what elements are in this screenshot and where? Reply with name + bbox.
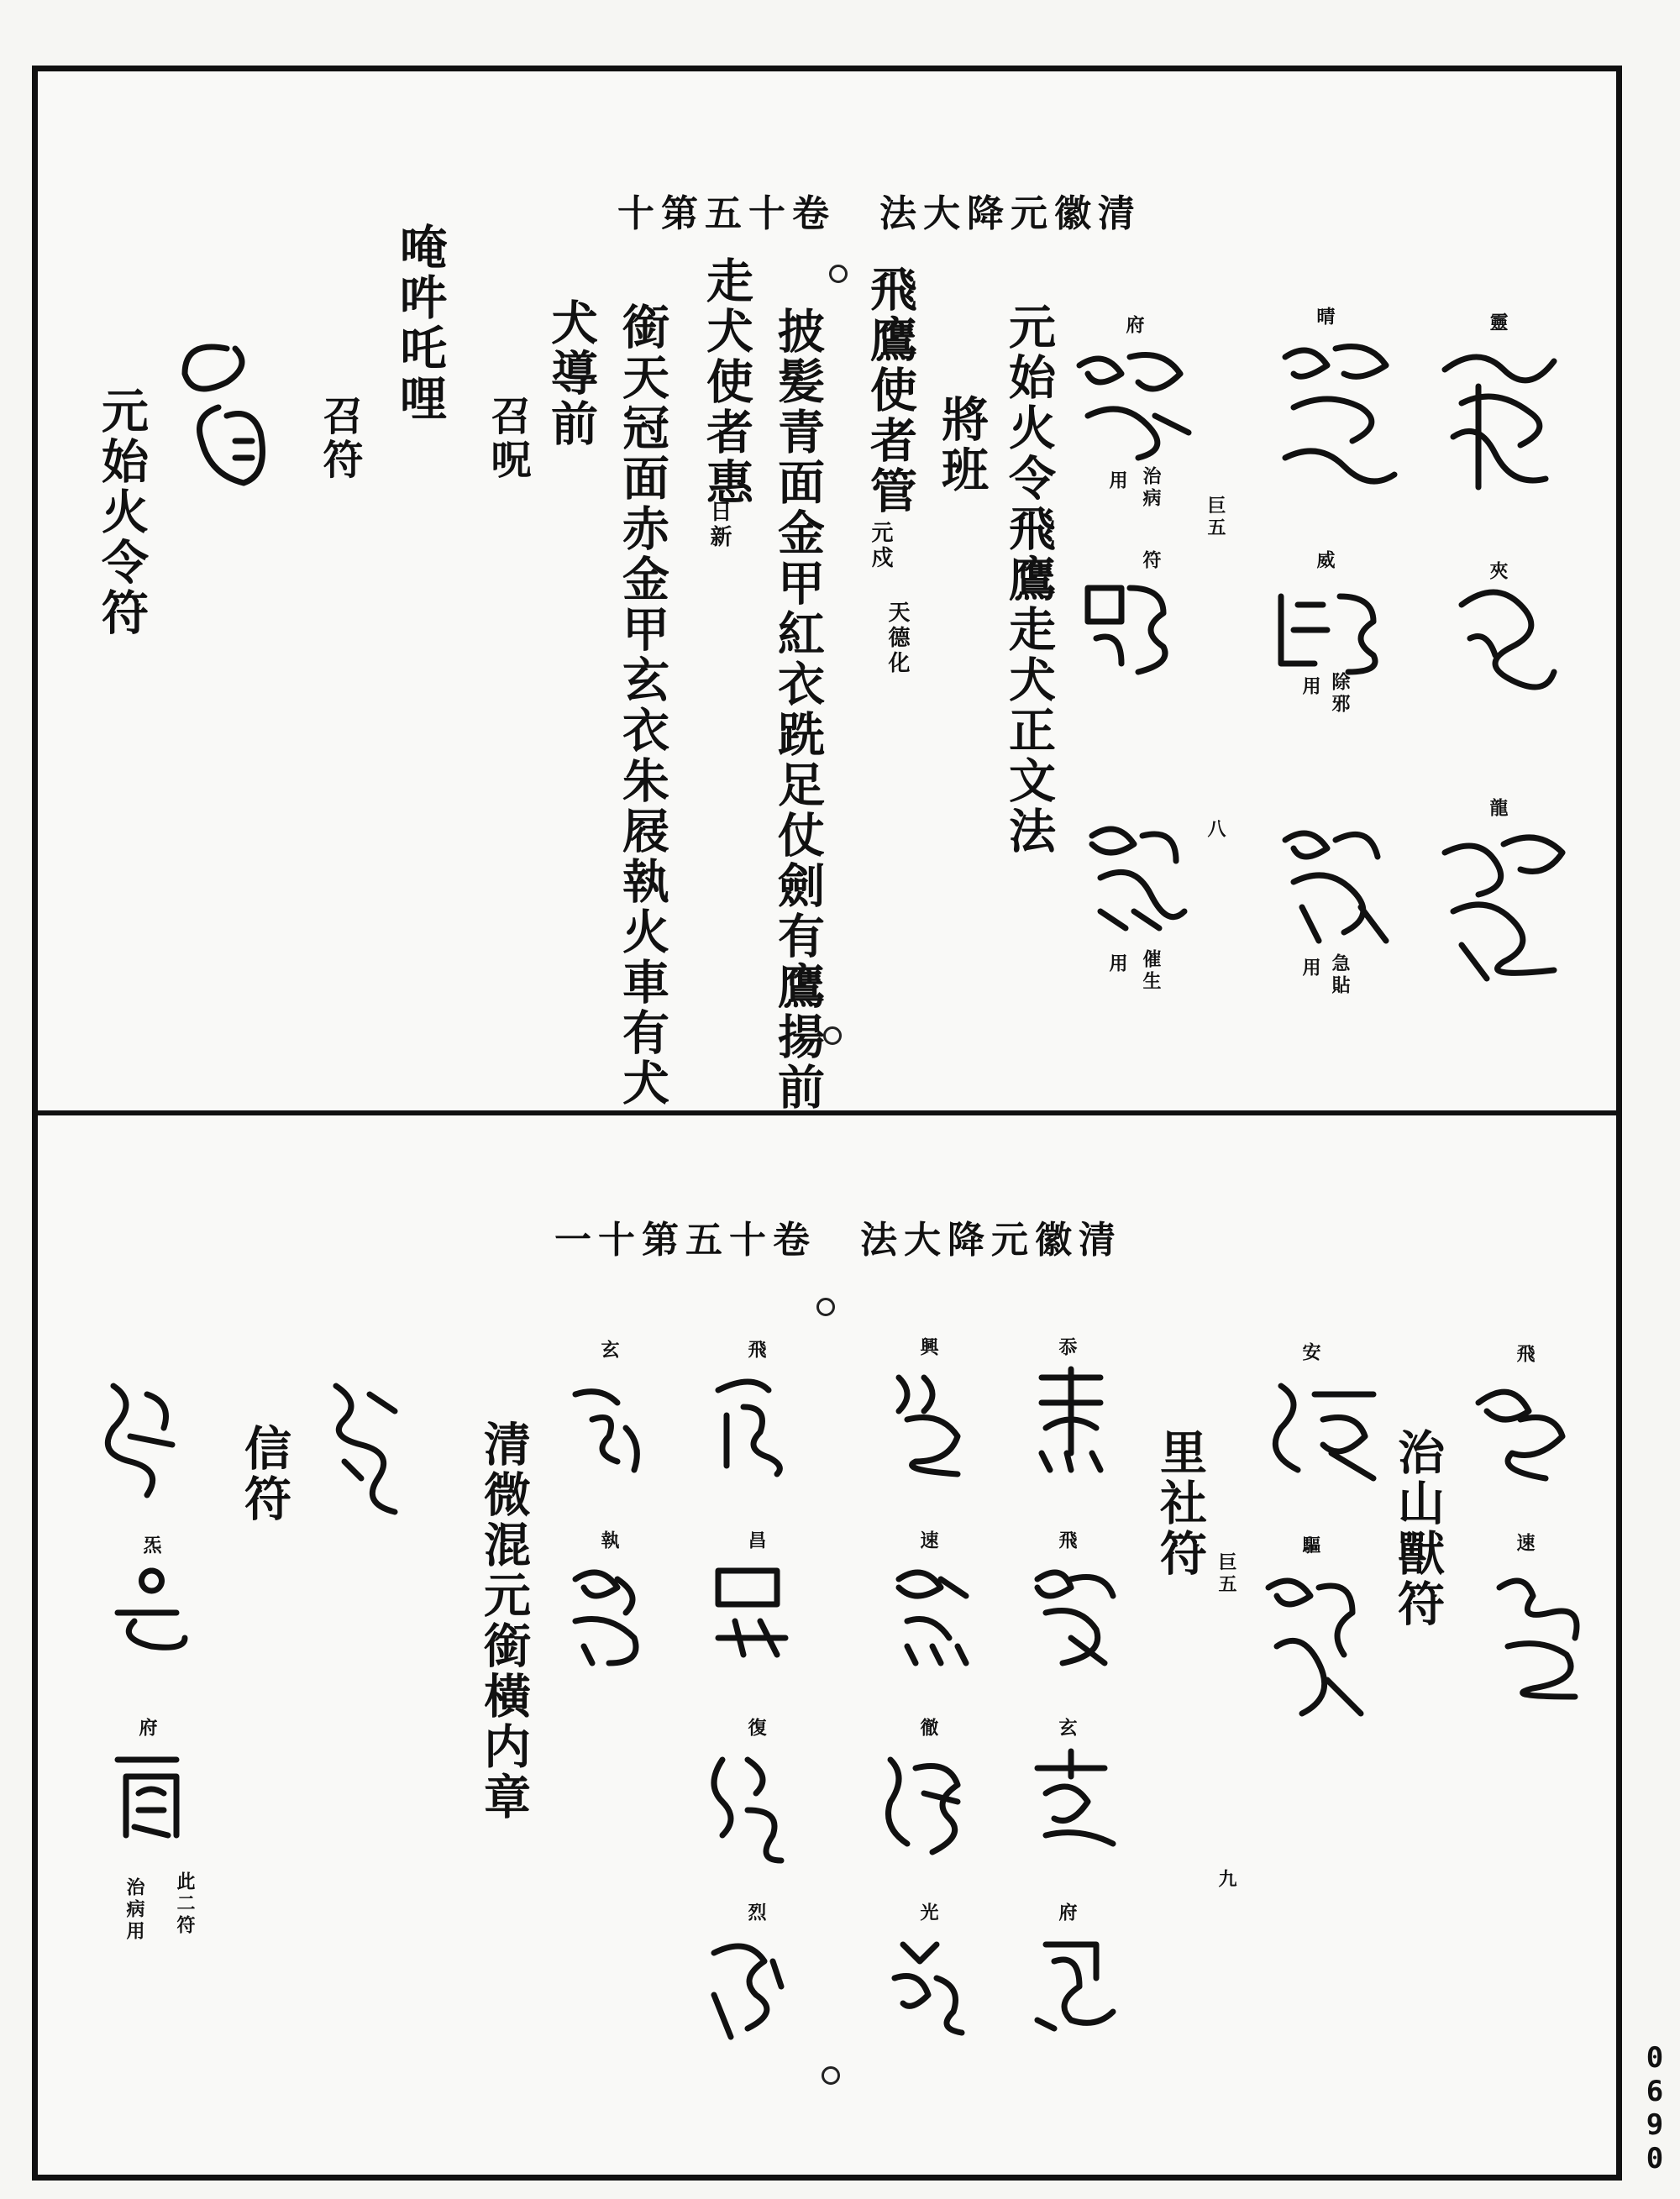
top-seal-7	[1071, 340, 1197, 466]
bottom-seal-label-d1: 興	[917, 1337, 939, 1359]
top-seal-6	[1268, 815, 1394, 949]
bottom-seal-d3	[874, 1743, 974, 1860]
top-seal-label-8: 符	[1140, 550, 1162, 572]
top-generals-heading: 將班	[934, 395, 990, 496]
top-seal-3	[1428, 819, 1579, 987]
bottom-seal-e4	[697, 1928, 790, 2045]
bottom-seal-f1	[559, 1369, 651, 1478]
bottom-seal-e1	[701, 1365, 794, 1483]
top-official-1: 飛鷹使者管	[863, 265, 918, 517]
top-seal-9	[1075, 811, 1193, 937]
bottom-seal-c3	[1021, 1743, 1121, 1852]
bottom-seal-label-e3: 復	[745, 1718, 767, 1740]
bottom-title-3: 清微混元銜橫内章	[476, 1420, 532, 1823]
top-seal-6-note: 急貼	[1329, 953, 1351, 997]
bottom-seal-a1	[1462, 1378, 1579, 1487]
top-description-2: 銜天冠面赤金甲玄衣朱屐執火車有犬	[615, 302, 670, 1109]
page-number-digits: 0690	[1638, 2041, 1672, 2175]
top-official-2: 走犬使者惠	[699, 256, 754, 508]
top-seal-9-note2: 用	[1106, 953, 1128, 975]
top-seal-8	[1071, 571, 1180, 680]
top-seal-5-note: 除邪	[1329, 672, 1351, 716]
bottom-seal-g1	[311, 1369, 412, 1520]
top-margin-mark-1: 巨五	[1205, 496, 1226, 539]
bottom-seal-label-f1: 玄	[598, 1340, 620, 1362]
bottom-seal-d1	[882, 1361, 974, 1478]
top-official-2-note: 日新	[706, 500, 732, 550]
top-page-header: 十第五十卷 法大降元徽清	[617, 192, 1142, 235]
bottom-seal-label-d3: 徹	[917, 1718, 939, 1740]
bottom-seal-c4	[1021, 1928, 1121, 2037]
top-seal-label-3: 龍	[1487, 798, 1509, 820]
bottom-marker-circle-1	[816, 1298, 835, 1316]
bottom-seal-d2	[882, 1554, 974, 1672]
top-seal-label-7: 府	[1123, 315, 1145, 337]
bottom-seal-label-a2: 速	[1514, 1533, 1536, 1555]
bottom-title-1: 治山獸符	[1390, 1428, 1446, 1630]
page-number	[1636, 2041, 1670, 2175]
bottom-seal-label-c1: 忝	[1056, 1337, 1078, 1359]
bottom-note-1: 此二符	[174, 1871, 196, 1937]
bottom-seal-a2	[1483, 1562, 1592, 1705]
bottom-seal-label-d2: 速	[917, 1530, 939, 1552]
bottom-seal-c1	[1025, 1361, 1117, 1478]
bottom-seal-h3	[101, 1743, 193, 1844]
bottom-seal-label-c4: 府	[1056, 1902, 1078, 1924]
bottom-seal-label-e2: 昌	[745, 1530, 767, 1552]
bottom-seal-f2	[559, 1554, 659, 1672]
top-description-1: 披髪青面金甲紅衣跣足仗劍有鷹揚前	[770, 307, 826, 1113]
bottom-seal-label-h2: 府	[136, 1718, 158, 1740]
bottom-note-2: 治病用	[123, 1877, 145, 1943]
bottom-marker-circle-2	[822, 2066, 840, 2085]
top-seal-9-note: 催生	[1140, 949, 1162, 993]
bottom-page-header: 一十第五十卷 法大降元徽清	[554, 1219, 1122, 1262]
bottom-title-4: 信符	[237, 1424, 292, 1525]
bottom-margin-mark-2: 九	[1215, 1869, 1237, 1891]
top-official-1-note: 元戍	[868, 521, 893, 571]
top-seal-5	[1264, 580, 1390, 680]
top-marker-circle-1	[829, 265, 848, 283]
top-seal-2	[1445, 580, 1562, 697]
bottom-seal-label-c3: 玄	[1056, 1718, 1078, 1740]
bottom-seal-h2	[101, 1562, 193, 1655]
bottom-seal-c2	[1021, 1554, 1121, 1672]
top-incantation-label: 召呪	[484, 395, 531, 482]
top-ritual-title: 元始火令飛鷹走犬正文法	[1001, 302, 1057, 857]
bottom-seal-label-b1: 安	[1299, 1342, 1321, 1364]
top-margin-mark-2: 八	[1205, 819, 1226, 841]
bottom-seal-b1	[1256, 1369, 1382, 1487]
bottom-margin-mark-1: 巨五	[1215, 1552, 1237, 1596]
top-talisman-sigil	[168, 332, 286, 508]
top-talisman-name: 元始火令符	[94, 386, 150, 638]
top-seal-label-4: 晴	[1314, 307, 1336, 328]
bottom-seal-d4	[878, 1928, 970, 2037]
top-marker-circle-2	[823, 1026, 842, 1045]
top-official-1-note2: 天德化	[885, 601, 910, 676]
bottom-seal-h1	[88, 1369, 189, 1512]
bottom-seal-b2	[1252, 1562, 1369, 1722]
top-seal-7-note2: 用	[1106, 470, 1128, 492]
top-seal-label-1: 靈	[1487, 312, 1509, 334]
bottom-title-2: 里社符	[1152, 1428, 1208, 1579]
top-seal-label-5: 威	[1314, 550, 1336, 572]
top-seal-4	[1268, 332, 1403, 500]
top-seal-5-note2: 用	[1299, 676, 1321, 698]
top-seal-label-2: 夾	[1487, 561, 1509, 583]
top-description-3: 犬導前	[543, 298, 599, 449]
bottom-seal-label-b2: 驅	[1299, 1535, 1321, 1557]
top-seal-7-note: 治病	[1140, 466, 1162, 510]
bottom-seal-label-f2: 執	[598, 1530, 620, 1552]
top-talisman-label: 召符	[316, 395, 363, 482]
bottom-seal-label-c2: 飛	[1056, 1530, 1078, 1552]
top-incantation: 唵吽吒哩	[392, 223, 448, 424]
bottom-seal-e2	[701, 1554, 794, 1663]
bottom-seal-label-a1: 飛	[1514, 1344, 1536, 1366]
bottom-seal-label-e1: 飛	[745, 1340, 767, 1362]
bottom-seal-label-e4: 烈	[745, 1902, 767, 1924]
bottom-seal-label-h1: 炁	[140, 1535, 162, 1557]
bottom-seal-label-d4: 光	[917, 1902, 939, 1924]
top-seal-1	[1428, 336, 1571, 504]
bottom-seal-e3	[697, 1743, 790, 1869]
top-seal-6-note2: 用	[1299, 958, 1321, 979]
